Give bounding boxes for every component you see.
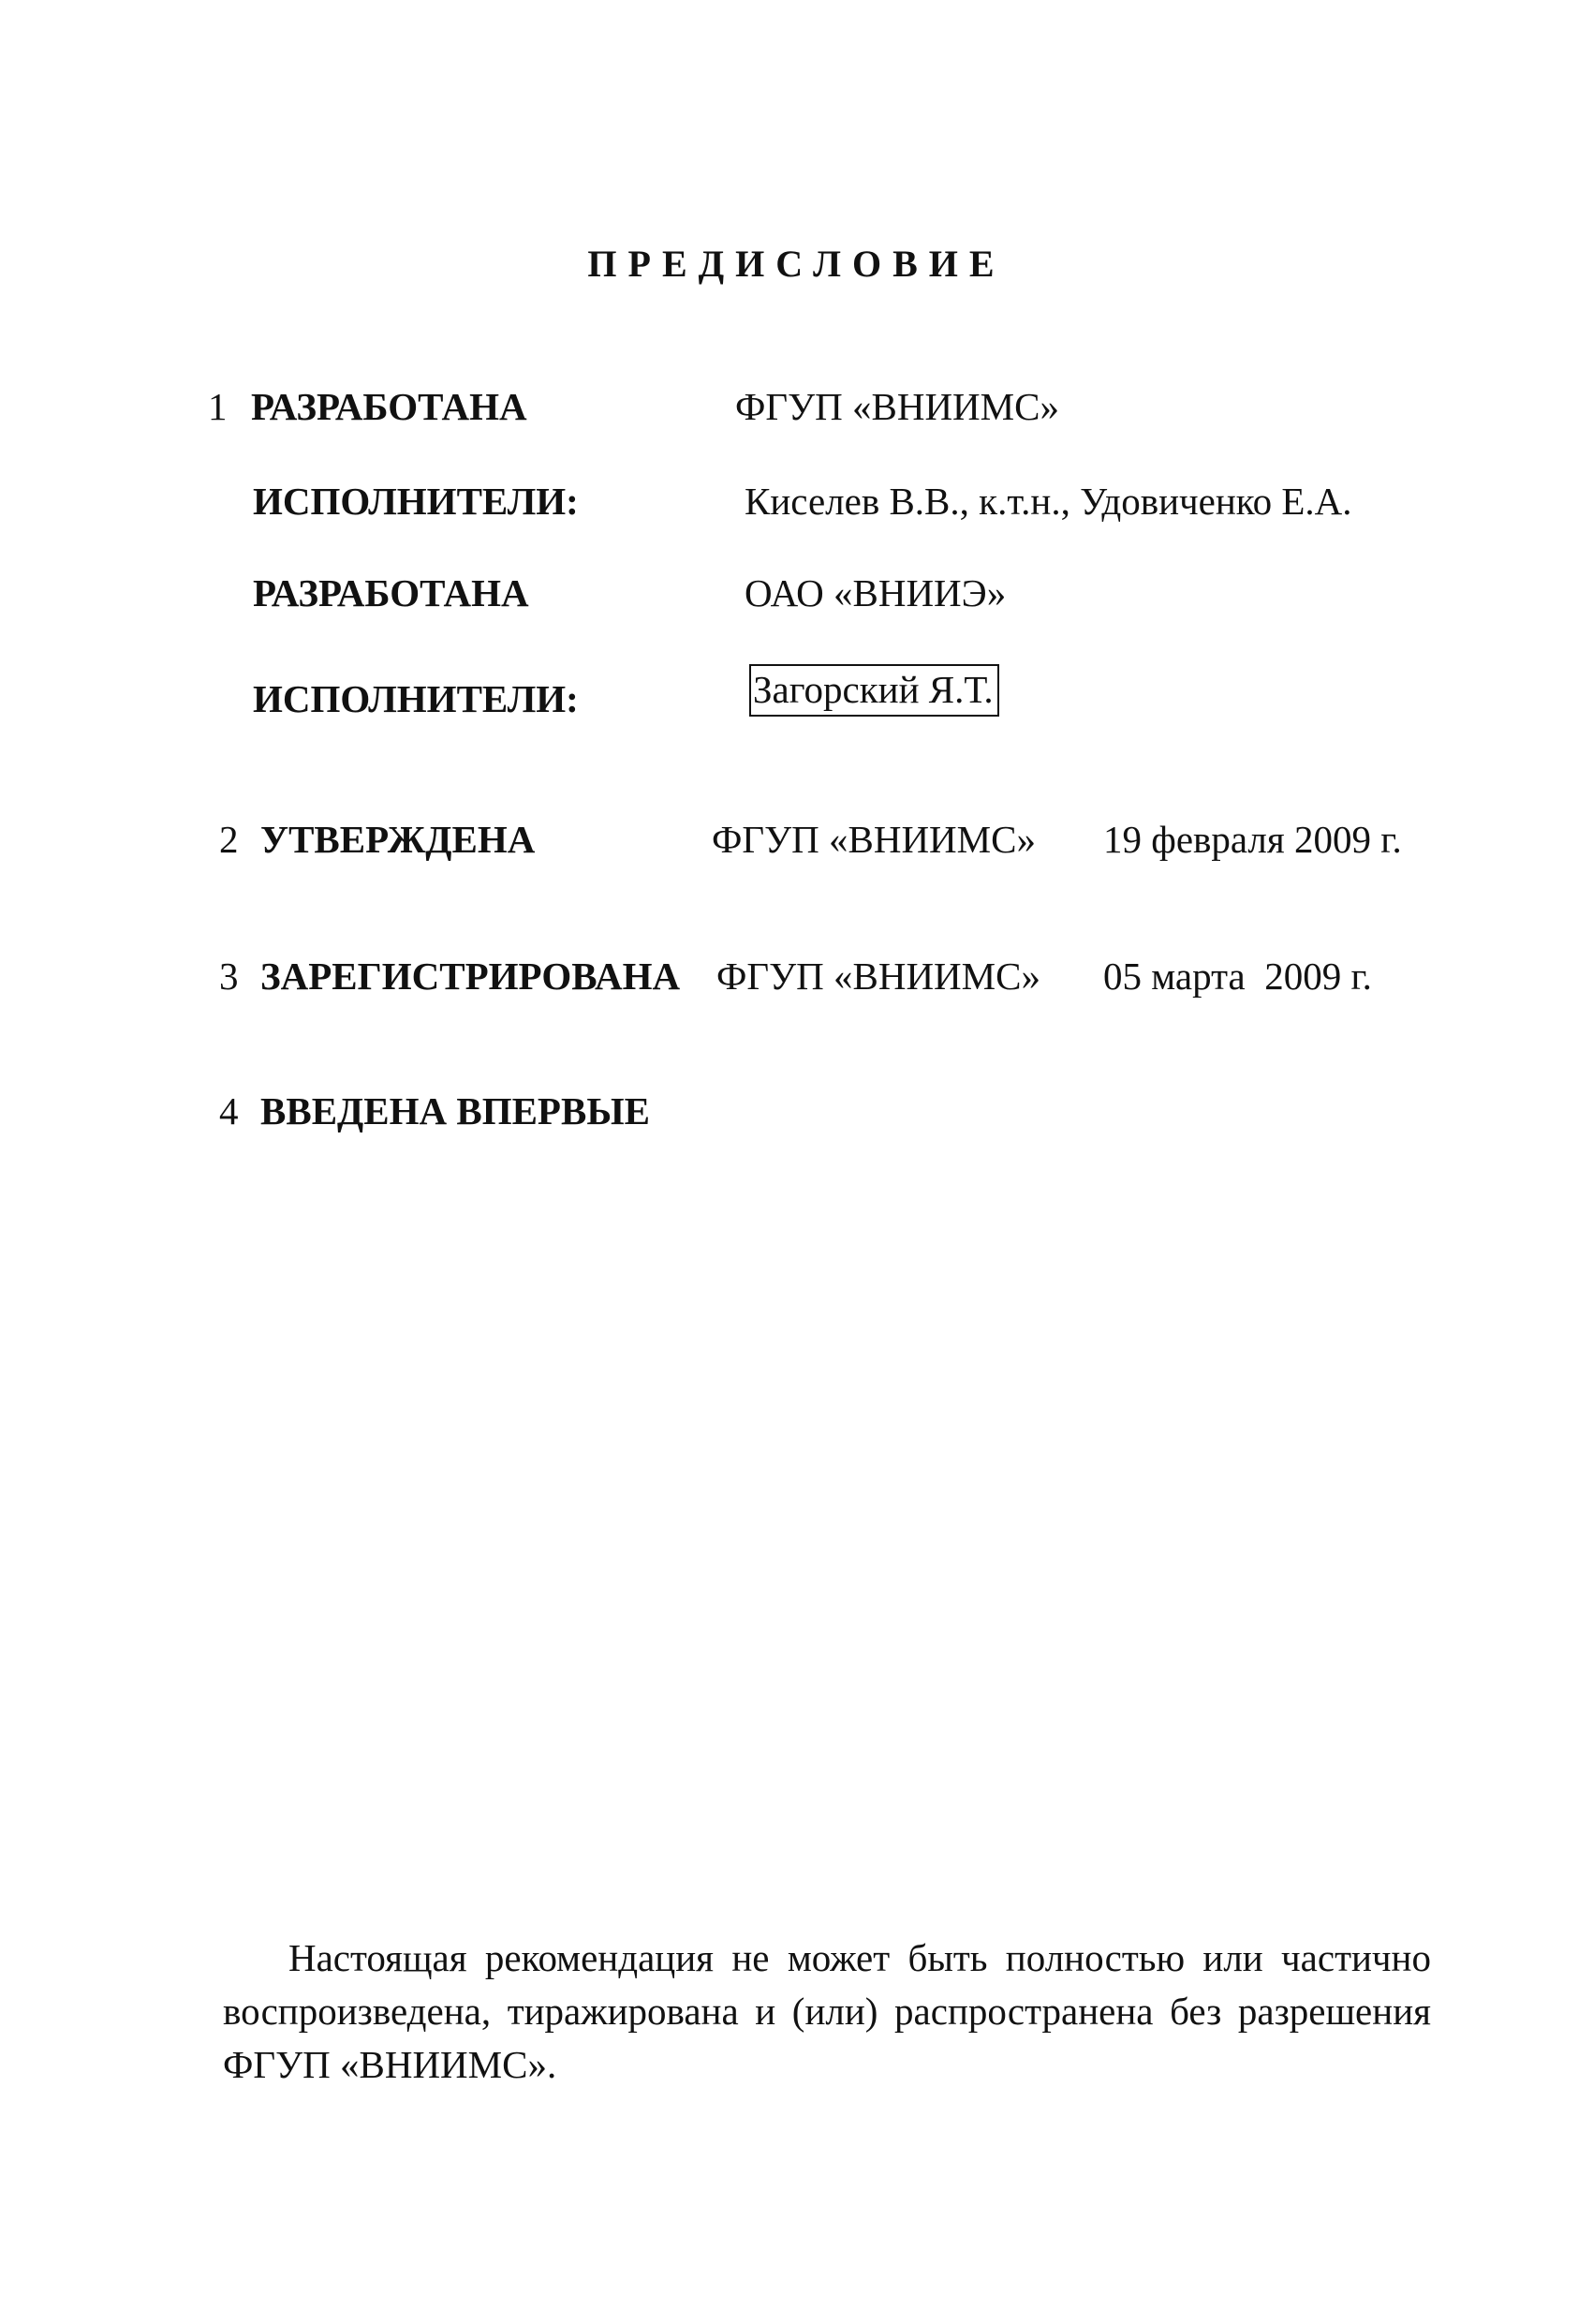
section-1-label-2: РАЗРАБОТАНА bbox=[253, 571, 529, 614]
section-3-number: 3 bbox=[219, 955, 239, 998]
section-1-number: 1 bbox=[208, 385, 228, 428]
section-3-org: ФГУП «ВНИИМС» bbox=[716, 955, 1040, 998]
section-4-label: ВВЕДЕНА ВПЕРВЫЕ bbox=[260, 1089, 650, 1132]
section-1-org-2: ОАО «ВНИИЭ» bbox=[745, 571, 1007, 614]
page-title: ПРЕДИСЛОВИЕ bbox=[587, 243, 1006, 285]
section-2-number: 2 bbox=[219, 818, 239, 861]
section-1-org: ФГУП «ВНИИМС» bbox=[735, 385, 1059, 428]
section-1-label: РАЗРАБОТАНА bbox=[251, 385, 527, 428]
section-1-performers-2: Загорский Я.Т. bbox=[749, 664, 999, 717]
section-3-label: ЗАРЕГИСТРИРОВАНА bbox=[260, 955, 681, 998]
section-1-performers-label-2: ИСПОЛНИТЕЛИ: bbox=[253, 677, 579, 720]
section-4-number: 4 bbox=[219, 1089, 239, 1132]
section-2-date: 19 февраля 2009 г. bbox=[1103, 818, 1402, 861]
copyright-notice bbox=[223, 1932, 1431, 2092]
copyright-notice-text: Настоящая рекомендация не может быть полностью или частично воспроизведена, тиражирована и (или) распространена без разрешения ФГУП «ВНИИМС». bbox=[223, 1936, 1431, 2086]
section-3-date: 05 марта 2009 г. bbox=[1103, 955, 1372, 998]
section-2-label: УТВЕРЖДЕНА bbox=[260, 818, 536, 861]
section-1-performers: Киселев В.В., к.т.н., Удовиченко Е.А. bbox=[745, 480, 1352, 523]
section-1-performers-label: ИСПОЛНИТЕЛИ: bbox=[253, 480, 579, 523]
section-2-org: ФГУП «ВНИИМС» bbox=[712, 818, 1036, 861]
section-1-performers-2-box bbox=[749, 668, 999, 711]
